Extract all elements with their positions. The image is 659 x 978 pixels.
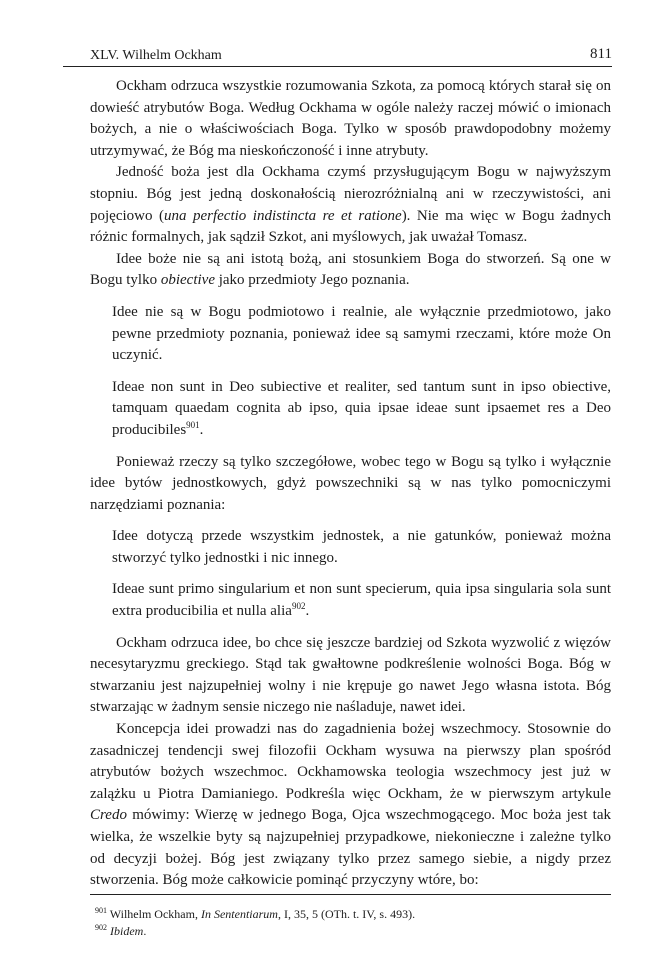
footnote-mark: 902 (95, 923, 107, 932)
paragraph: Koncepcja idei prowadzi nas do zagadnienia bożej wszechmocy. Stosownie do zasadniczej tendencji swej filozofii Ockham wysuwa na pierwszy plan spośród atrybutów bożych wszechmoc. Ockhamowska teologia wszechmocy jest już w zalążku u Piotra Damianiego. Podkreśla więc Ockham, że w pierwszym artykule Credo mówimy: Wierzę w jednego Boga, Ojca wszechmogącego. Moc boża jest tak wielka, że wszelkie byty są najzupełniej przypadkowe, niekonieczne i zależne tylko od decyzji bożej. Bóg jest związany tylko przez samego siebie, a nigdy przez stworzenia. Bóg może całkowicie pominąć przyczyny wtóre, bo: (90, 721, 611, 889)
block-quote-latin: Ideae non sunt in Deo subiective et realiter, sed tantum sunt in ipso obiective, tamquam quaedam cognita ab ipso, quia ipsae ideae sunt ipsaemet res a Deo producibiles$^{901}$. (112, 378, 611, 438)
footnote-ref: 901 (186, 419, 200, 430)
paragraph: Jedność boża jest dla Ockhama czymś przysługującym Bogu w najwyższym stopniu. Bóg jest jedną doskonałością nierozróżnialną ani w rzeczywistości, ani pojęciowo (una perfectio indistincta re et ratione). Nie ma więc w Bogu żadnych różnic formalnych, jak sądził Szkot, ani myślowych, jak uważał Tomasz. (90, 164, 611, 246)
footnote: $^{902}$ Ibidem. (95, 923, 147, 938)
footnote: $^{901}$ Wilhelm Ockham, In Sententiarum, I, 35, 5 (OTh. t. IV, s. 493). (95, 906, 416, 921)
paragraph: Ockham odrzuca idee, bo chce się jeszcze bardziej od Szkota wyzwolić z więzów necesytaryzmu greckiego. Stąd tak gwałtowne podkreślenie wolności Boga. Bóg w stwarzaniu jest najzupełniej wolny i nie krępuje go nawet Jego własna istota. Bóg stwarzając w żadnym sensie niczego nie naśladuje, nawet idei. (90, 634, 611, 716)
page-number: 811 (590, 46, 612, 62)
running-head: XLV. Wilhelm Ockham (90, 48, 222, 63)
paragraph: Ockham odrzuca wszystkie rozumowania Szkota, za pomocą których starał się on dowieść atrybutów Boga. Według Ockhama w ogóle należy raczej mówić o imionach bożych, a nie o właściwościach Boga. Tylko w sposób prawdopodobny możemy utrzymywać, że Bóg ma nieskończoność i inne atrybuty. (90, 78, 611, 159)
body-text (90, 76, 611, 892)
footnote-mark: 901 (95, 906, 107, 915)
footnote-ref: 902 (291, 601, 306, 612)
footnote-rule (90, 894, 611, 895)
footnotes (95, 906, 611, 940)
italic-phrase: una perfectio indistincta re et ratione (163, 207, 402, 224)
paragraph: Ponieważ rzeczy są tylko szczegółowe, wobec tego w Bogu są tylko i wyłącznie idee bytów jednostkowych, gdyż powszechniki są w nas tylko pomocniczymi narzędziami poznania: (90, 453, 611, 513)
italic-phrase: obiective (160, 272, 215, 289)
block-quote-latin: Ideae sunt primo singularium et non sunt specierum, quia ipsa singularia sola sunt extra producibilia et nulla alia$^{902}$. (112, 581, 611, 620)
paragraph: Idee boże nie są ani istotą bożą, ani stosunkiem Boga do stworzeń. Są one w Bogu tylko obiective jako przedmioty Jego poznania. (90, 250, 611, 289)
block-quote: Idee nie są w Bogu podmiotowo i realnie, ale wyłącznie przedmiotowo, jako pewne przedmioty poznania, ponieważ idee są samymi rzeczami, które może On uczynić. (112, 303, 611, 364)
page-header (63, 44, 612, 67)
block-quote: Idee dotyczą przede wszystkim jednostek, a nie gatunków, ponieważ można stworzyć tylko jednostki i nic innego. (112, 528, 611, 566)
italic-phrase: Credo (90, 807, 127, 824)
